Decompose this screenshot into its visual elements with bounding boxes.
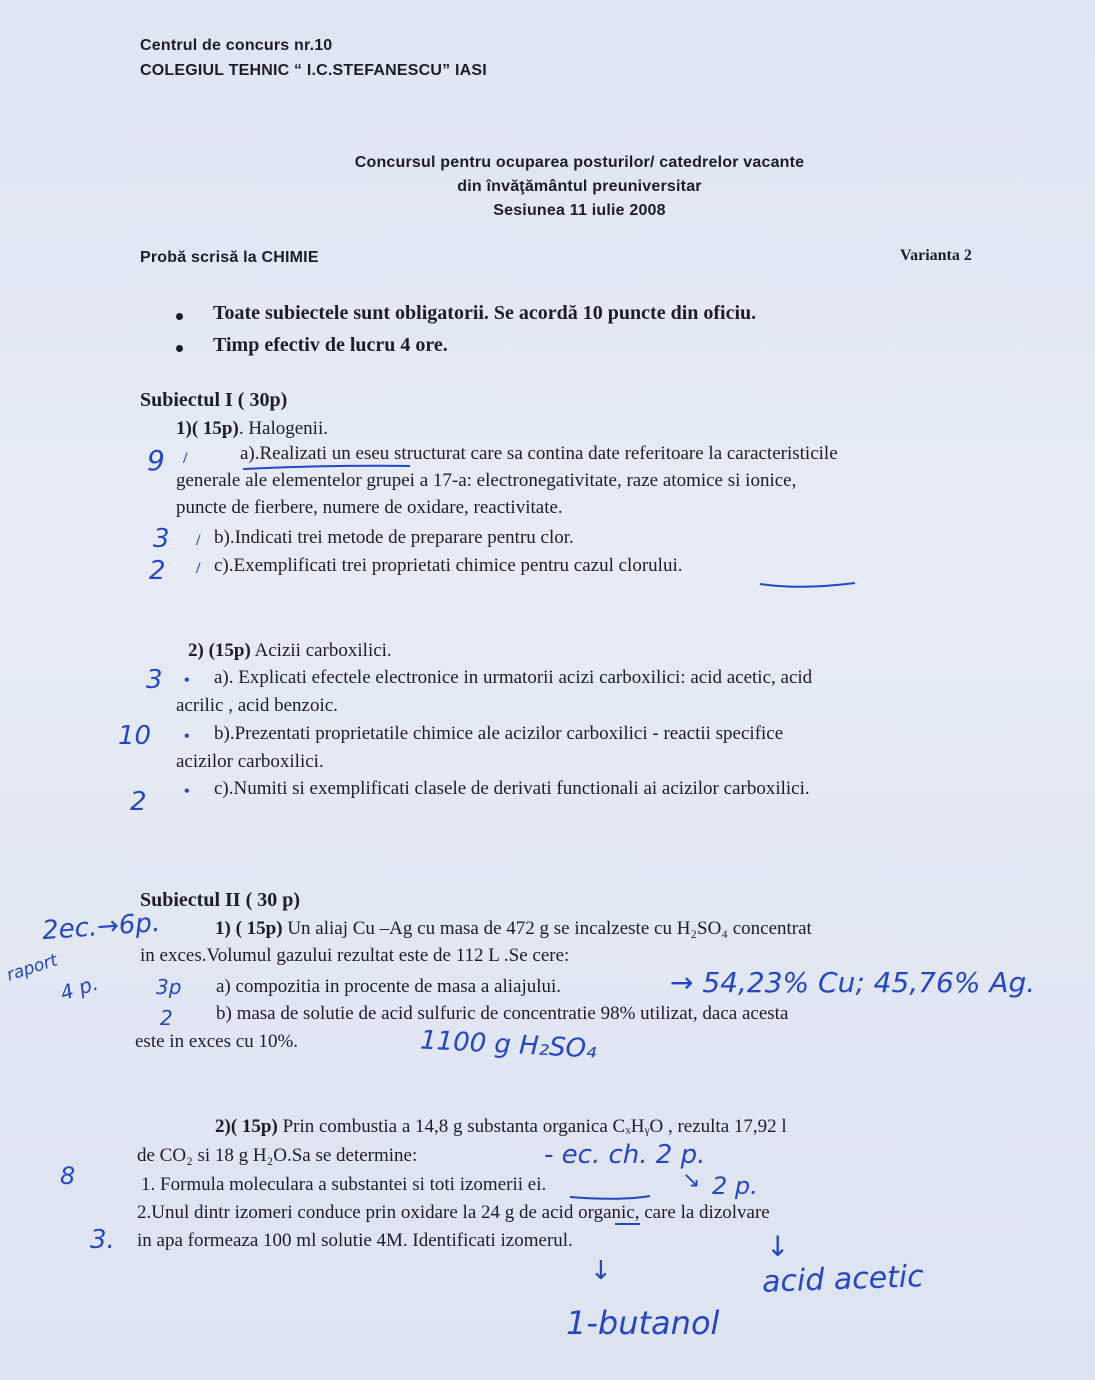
subject1-q1-points: 1)( 15p) xyxy=(176,418,239,439)
hw-score: 2 xyxy=(130,787,147,817)
subject1-q1a-line3: puncte de fierbere, numere de oxidare, reactivitate. xyxy=(176,497,563,518)
hw-answer-composition: → 54,23% Cu; 45,76% Ag. xyxy=(670,966,1036,999)
subject2-q2-item1: 1. Formula moleculara a substantei si toti izomerii ei. xyxy=(141,1174,547,1195)
hw-score: 3. xyxy=(90,1225,115,1255)
rule-item: Timp efectiv de lucru 4 ore. xyxy=(213,334,448,356)
subject1-q1c: c).Exemplificati trei proprietati chimice pentru cazul clorului. xyxy=(214,555,683,576)
subject1-q2-points: 2) (15p) xyxy=(188,640,251,661)
contest-title-line2: din învăţământul preuniversitar xyxy=(457,178,702,195)
subject1-q2b-line1: b).Prezentati proprietatile chimice ale acizilor carboxilici - reactii specifice xyxy=(214,723,784,744)
subject2-q1-points: 1) ( 15p) xyxy=(215,918,283,939)
hw-tick-mark: / xyxy=(183,450,188,467)
contest-center: Centrul de concurs nr.10 xyxy=(140,37,333,54)
hw-score: 3 xyxy=(146,665,163,695)
hw-points: 3p xyxy=(156,975,182,999)
subject2-q2-item2-line2: in apa formeaza 100 ml solutie 4M. Identificati izomerul. xyxy=(137,1230,573,1251)
hw-arrow-icon: ↘ xyxy=(682,1168,701,1193)
subject1-q2a-line2: acrilic , acid benzoic. xyxy=(176,695,338,716)
variant-label: Varianta 2 xyxy=(900,247,972,264)
subject2-q1b-line2: este in exces cu 10%. xyxy=(135,1031,299,1052)
subject2-q1-line2: in exces.Volumul gazului rezultat este de 112 L .Se cere: xyxy=(140,945,570,966)
subject1-q1-topic: . Halogenii. xyxy=(238,418,328,439)
hw-tick-mark: / xyxy=(196,532,201,549)
session-date: Sesiunea 11 iulie 2008 xyxy=(493,202,666,219)
subject2-q1a: a) compozitia in procente de masa a aliajului. xyxy=(216,976,562,997)
rule-item: Toate subiectele sunt obligatorii. Se acordă 10 puncte din oficiu. xyxy=(213,302,757,324)
subject1-title: Subiectul I ( 30p) xyxy=(140,389,288,411)
hw-ratio-points: 4 p. xyxy=(57,970,101,1006)
subject1-q2a-line1: a). Explicati efectele electronice in urmatorii acizi carboxilici: acid acetic, acid xyxy=(214,667,813,688)
hw-isomer-points: 2 p. xyxy=(712,1172,758,1200)
hw-score: 2 xyxy=(149,556,166,586)
hw-tick-mark: • xyxy=(184,728,190,745)
subject2-q2-text: Prin combustia a 14,8 g substanta organica CₓHᵧO , rezulta 17,92 l xyxy=(277,1116,787,1137)
hw-arrow-down-icon: ↓ xyxy=(590,1256,612,1286)
subject1-q2b-line2: acizilor carboxilici. xyxy=(176,751,324,772)
hw-equation-note: - ec. ch. 2 p. xyxy=(544,1140,706,1170)
subject2-q1-text: Un aliaj Cu –Ag cu masa de 472 g se incalzeste cu H₂SO₄ concentrat xyxy=(282,918,812,939)
subject1-q2-topic: Acizii carboxilici. xyxy=(250,640,392,661)
school-name: COLEGIUL TEHNIC “ I.C.STEFANESCU” IASI xyxy=(140,62,487,79)
subject2-title: Subiectul II ( 30 p) xyxy=(140,889,301,911)
contest-title-line1: Concursul pentru ocuparea posturilor/ catedrelor vacante xyxy=(354,154,805,171)
subject2-q1b-line1: b) masa de solutie de acid sulfuric de concentratie 98% utilizat, daca acesta xyxy=(216,1003,789,1024)
hw-score: 3 xyxy=(153,524,170,554)
subject2-q2-points: 2)( 15p) xyxy=(215,1116,278,1137)
subject2-q2-item2-line1: 2.Unul dintr izomeri conduce prin oxidare la 24 g de acid organic, care la dizolvare xyxy=(137,1202,770,1223)
hw-points: 2 xyxy=(160,1006,173,1030)
subject1-q1a-line2: generale ale elementelor grupei a 17-a: electronegativitate, raze atomice si ionice, xyxy=(176,470,797,491)
hw-arrow-down-icon: ↓ xyxy=(766,1230,790,1263)
hw-tick-mark: • xyxy=(184,672,190,689)
hw-score: 8 xyxy=(60,1162,76,1190)
hw-acid-answer: acid acetic xyxy=(761,1259,925,1300)
hw-tick-mark: / xyxy=(196,560,201,577)
subject1-q1a-line1: a).Realizati un eseu structurat care sa contina date referitoare la caracteristicile xyxy=(240,443,838,464)
hw-score: 10 xyxy=(118,721,152,751)
hw-equation-note: 2ec.→6p. xyxy=(41,907,162,947)
hw-ratio-note: raport xyxy=(4,950,61,986)
subject1-q1b: b).Indicati trei metode de preparare pentru clor. xyxy=(214,527,574,548)
hw-tick-mark: • xyxy=(184,783,190,800)
hw-score: 9 xyxy=(147,444,165,477)
hw-answer-mass: 1100 g H₂SO₄ xyxy=(419,1025,598,1065)
subject2-q2-line2: de CO₂ si 18 g H₂O.Sa se determine: xyxy=(137,1145,418,1166)
hw-alcohol-answer: 1-butanol xyxy=(566,1304,720,1342)
subject1-q2c: c).Numiti si exemplificati clasele de derivati functionali ai acizilor carboxilici. xyxy=(214,778,810,799)
exam-title: Probă scrisă la CHIMIE xyxy=(140,249,319,266)
